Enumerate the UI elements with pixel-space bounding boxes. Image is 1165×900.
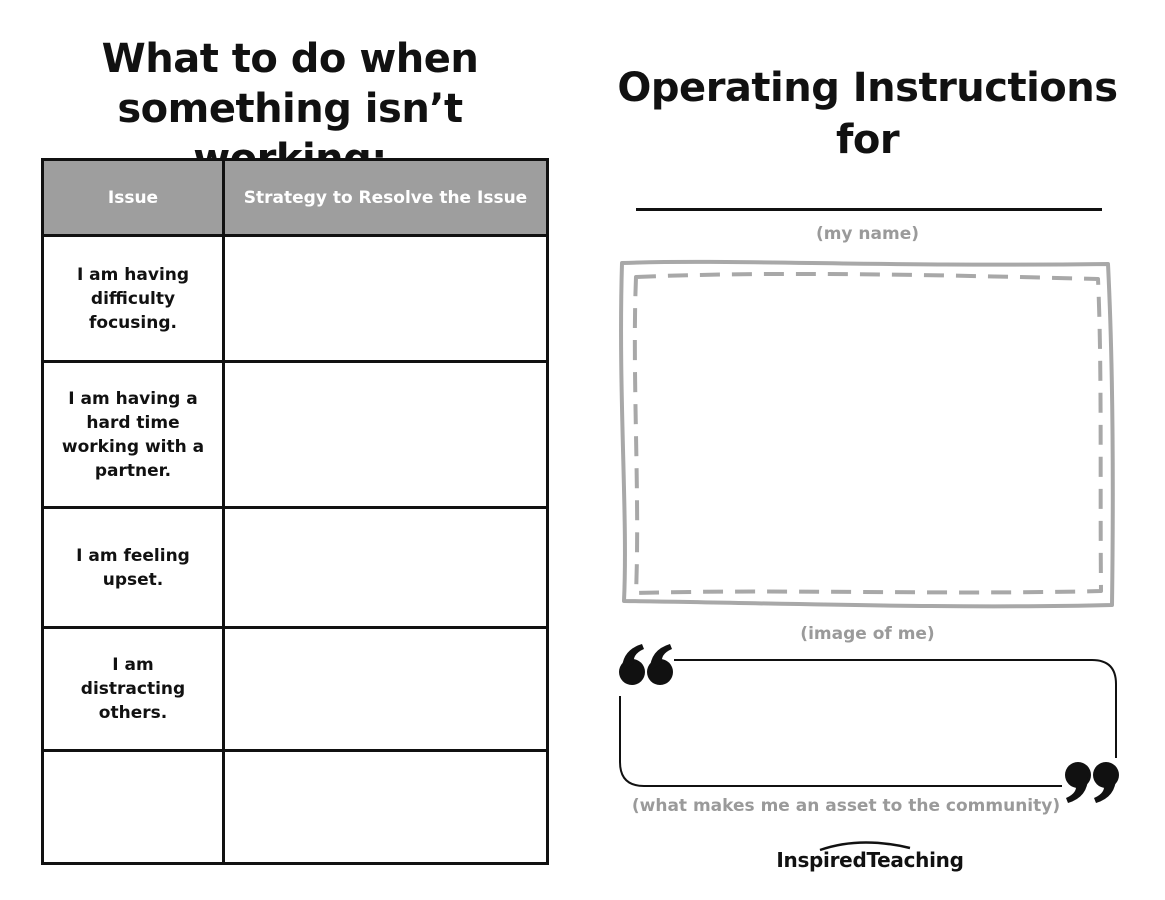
issue-cell: I am feeling upset. <box>43 508 224 628</box>
issues-table <box>41 158 549 865</box>
quote-box-border <box>674 660 1116 758</box>
issue-cell: I am having difficulty focusing. <box>43 236 224 362</box>
issue-cell[interactable] <box>43 751 224 864</box>
close-quote-icon <box>1065 762 1119 803</box>
table-row <box>43 362 548 508</box>
operating-title-line-2: for <box>835 117 900 163</box>
strategy-cell[interactable] <box>224 751 548 864</box>
open-quote-icon <box>619 644 673 685</box>
operating-instructions-title <box>610 62 1125 166</box>
table-row <box>43 236 548 362</box>
issue-column-header: Issue <box>43 160 224 236</box>
table-row <box>43 751 548 864</box>
quote-box-border-bottom <box>620 696 1062 786</box>
strategy-cell[interactable] <box>224 628 548 751</box>
strategy-cell[interactable] <box>224 362 548 508</box>
table-row <box>43 508 548 628</box>
image-frame[interactable] <box>614 255 1124 615</box>
operating-title-line-1: Operating Instructions <box>617 65 1118 111</box>
strategy-cell[interactable] <box>224 236 548 362</box>
table-header-row <box>43 160 548 236</box>
name-blank-line[interactable] <box>636 208 1102 211</box>
frame-outer-border <box>621 262 1113 606</box>
asset-caption: (what makes me an asset to the community) <box>631 796 1061 816</box>
table-row <box>43 628 548 751</box>
name-caption: (my name) <box>815 224 920 244</box>
frame-dashed-border <box>635 274 1101 593</box>
image-caption: (image of me) <box>800 624 935 644</box>
issues-title-line-2: something isn’t <box>117 86 463 132</box>
inspired-teaching-logo <box>760 836 980 880</box>
strategy-cell[interactable] <box>224 508 548 628</box>
issue-cell: I am having a hard time working with a partner. <box>43 362 224 508</box>
quote-box[interactable] <box>612 640 1126 805</box>
issue-cell: I am distracting others. <box>43 628 224 751</box>
issues-title-line-1: What to do when <box>101 36 479 82</box>
logo-text: InspiredTeaching <box>776 848 964 872</box>
strategy-column-header: Strategy to Resolve the Issue <box>224 160 548 236</box>
